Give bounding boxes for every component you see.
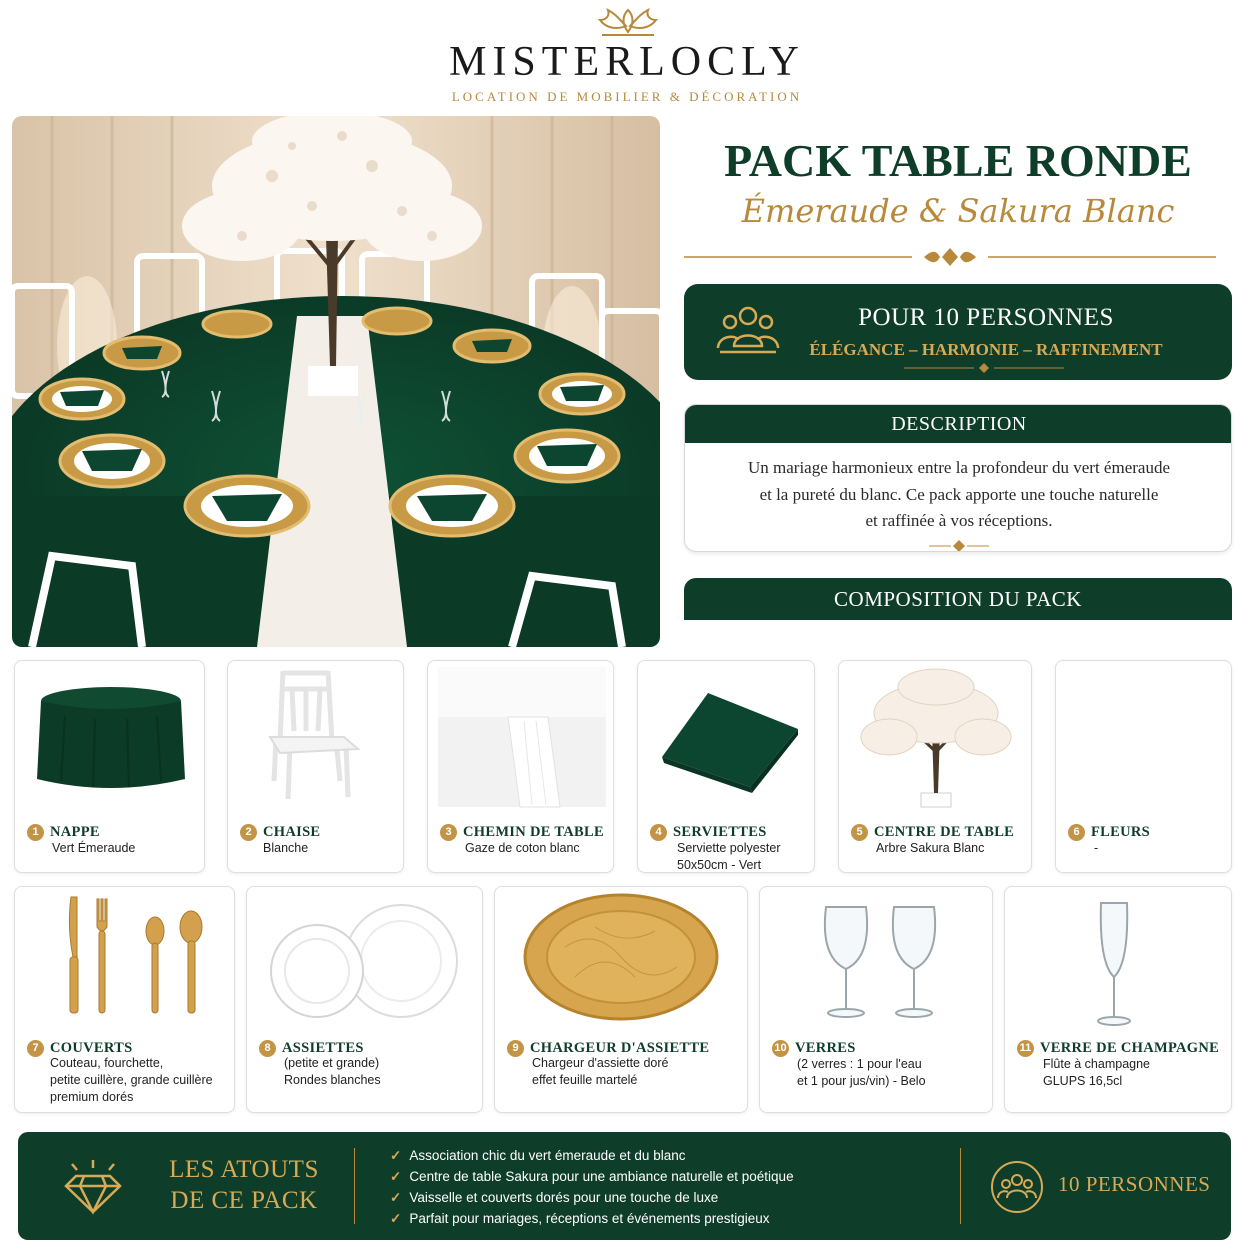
- pack-title: PACK TABLE RONDE: [724, 135, 1192, 186]
- atout-item: ✓ Centre de table Sakura pour une ambiance naturelle et poétique: [390, 1169, 794, 1184]
- item-title: VERRE DE CHAMPAGNE: [1040, 1040, 1220, 1056]
- item-title: CENTRE DE TABLE: [874, 824, 1015, 840]
- brand-tagline: LOCATION DE MOBILIER & DÉCORATION: [451, 89, 803, 104]
- item-title: NAPPE: [50, 824, 100, 840]
- item-card-verres: [759, 886, 993, 1113]
- item-desc: Chargeur d'assiette doré: [532, 1056, 669, 1070]
- item-title: SERVIETTES: [673, 824, 767, 840]
- table-runner-image: [428, 661, 614, 811]
- item-title: ASSIETTES: [282, 1040, 364, 1056]
- item-card-assiettes: [246, 886, 483, 1113]
- check-icon: ✓: [390, 1169, 402, 1184]
- item-desc: Rondes blanches: [284, 1073, 381, 1087]
- item-desc: Arbre Sakura Blanc: [876, 841, 985, 855]
- item-number: 1: [27, 824, 44, 841]
- atout-item: ✓ Association chic du vert émeraude et du blanc: [390, 1148, 686, 1163]
- people-group-icon: [716, 302, 780, 358]
- item-desc: petite cuillère, grande cuillère: [50, 1073, 213, 1087]
- item-number: 11: [1017, 1040, 1034, 1057]
- item-desc: Flûte à champagne: [1043, 1057, 1151, 1071]
- item-card-chaise: [227, 660, 404, 873]
- champagne-flute-image: [1005, 887, 1232, 1027]
- tablecloth-image: [15, 661, 205, 811]
- item-desc: Couteau, fourchette,: [50, 1056, 164, 1070]
- persons-tagline: ÉLÉGANCE – HARMONIE – RAFFINEMENT: [809, 340, 1163, 359]
- item-desc: GLUPS 16,5cl: [1043, 1074, 1123, 1088]
- item-number: 8: [259, 1040, 276, 1057]
- item-card-chargeur: [494, 886, 748, 1113]
- plates-image: [247, 887, 483, 1027]
- item-number: 2: [240, 824, 257, 841]
- item-desc: 50x50cm - Vert: [677, 858, 762, 872]
- check-icon: ✓: [390, 1211, 402, 1226]
- item-desc: (2 verres : 1 pour l'eau: [797, 1057, 922, 1071]
- item-desc: Serviette polyester: [677, 841, 781, 855]
- item-desc: Vert Émeraude: [52, 841, 136, 855]
- composition-header: COMPOSITION DU PACK: [684, 578, 1232, 620]
- description-header: DESCRIPTION: [685, 405, 1232, 443]
- brand-header: [0, 0, 1254, 112]
- persons-title: POUR 10 PERSONNES: [858, 304, 1114, 331]
- wine-glasses-image: [760, 887, 993, 1027]
- item-card-fleurs: [1055, 660, 1232, 873]
- persons-banner: [684, 284, 1232, 380]
- item-number: 5: [851, 824, 868, 841]
- check-icon: ✓: [390, 1148, 402, 1163]
- item-title: FLEURS: [1091, 824, 1151, 840]
- item-card-nappe: [14, 660, 205, 873]
- item-card-centre-de-table: [838, 660, 1032, 873]
- footer-atouts: [18, 1132, 1231, 1240]
- napkin-image: [638, 661, 815, 811]
- footer-divider: [354, 1148, 355, 1224]
- atouts-list: [390, 1145, 950, 1229]
- item-card-verre-champagne: [1004, 886, 1232, 1113]
- sakura-tree-image: [839, 661, 1032, 811]
- description-text: [705, 455, 1213, 535]
- item-title: VERRES: [795, 1040, 856, 1056]
- hero-table-photo: [12, 116, 660, 647]
- item-card-serviettes: [637, 660, 815, 873]
- logo-ornament-icon: [592, 6, 664, 38]
- footer-divider: [960, 1148, 961, 1224]
- item-title: COUVERTS: [50, 1040, 133, 1056]
- item-number: 3: [440, 824, 457, 841]
- atout-item: ✓ Vaisselle et couverts dorés pour une touche de luxe: [390, 1190, 719, 1205]
- people-group-icon: [990, 1160, 1044, 1214]
- item-card-chemin-de-table: [427, 660, 614, 873]
- item-number: 10: [772, 1040, 789, 1057]
- description-line: et raffinée à vos réceptions.: [865, 511, 1053, 530]
- item-title: CHAISE: [263, 824, 321, 840]
- pack-subtitle: Émeraude & Sakura Blanc: [741, 192, 1175, 230]
- ornament-icon: [929, 539, 989, 552]
- footer-persons-count: 10 PERSONNES: [1058, 1172, 1211, 1196]
- item-desc: et 1 pour jus/vin) - Belo: [797, 1074, 926, 1088]
- divider-ornament-icon: [684, 246, 1216, 268]
- atouts-title-line: DE CE PACK: [170, 1187, 318, 1214]
- item-number: 7: [27, 1040, 44, 1057]
- cutlery-image: [15, 887, 235, 1027]
- item-desc: premium dorés: [50, 1090, 134, 1104]
- charger-plate-image: [495, 887, 748, 1027]
- item-desc: Blanche: [263, 841, 309, 855]
- item-card-couverts: [14, 886, 235, 1113]
- chair-image: [228, 661, 404, 811]
- item-number: 4: [650, 824, 667, 841]
- description-line: Un mariage harmonieux entre la profondeur du vert émeraude: [748, 458, 1170, 477]
- atouts-title-line: LES ATOUTS: [169, 1156, 319, 1183]
- item-number: 6: [1068, 824, 1085, 841]
- description-box: [684, 404, 1232, 552]
- diamond-icon: [58, 1156, 128, 1216]
- mini-ornament-icon: [904, 362, 1064, 374]
- brand-name: MISTERLOCLY: [449, 39, 805, 85]
- item-desc: (petite et grande): [284, 1056, 380, 1070]
- description-line: et la pureté du blanc. Ce pack apporte une touche naturelle: [759, 484, 1159, 504]
- item-desc: Gaze de coton blanc: [465, 841, 580, 855]
- item-desc: -: [1094, 841, 1099, 855]
- item-title: CHARGEUR D'ASSIETTE: [530, 1040, 710, 1056]
- check-icon: ✓: [390, 1190, 402, 1205]
- atouts-title: [144, 1154, 344, 1216]
- item-desc: effet feuille martelé: [532, 1073, 638, 1087]
- atout-item: ✓ Parfait pour mariages, réceptions et événements prestigieux: [390, 1211, 770, 1226]
- item-number: 9: [507, 1040, 524, 1057]
- item-title: CHEMIN DE TABLE: [463, 824, 604, 840]
